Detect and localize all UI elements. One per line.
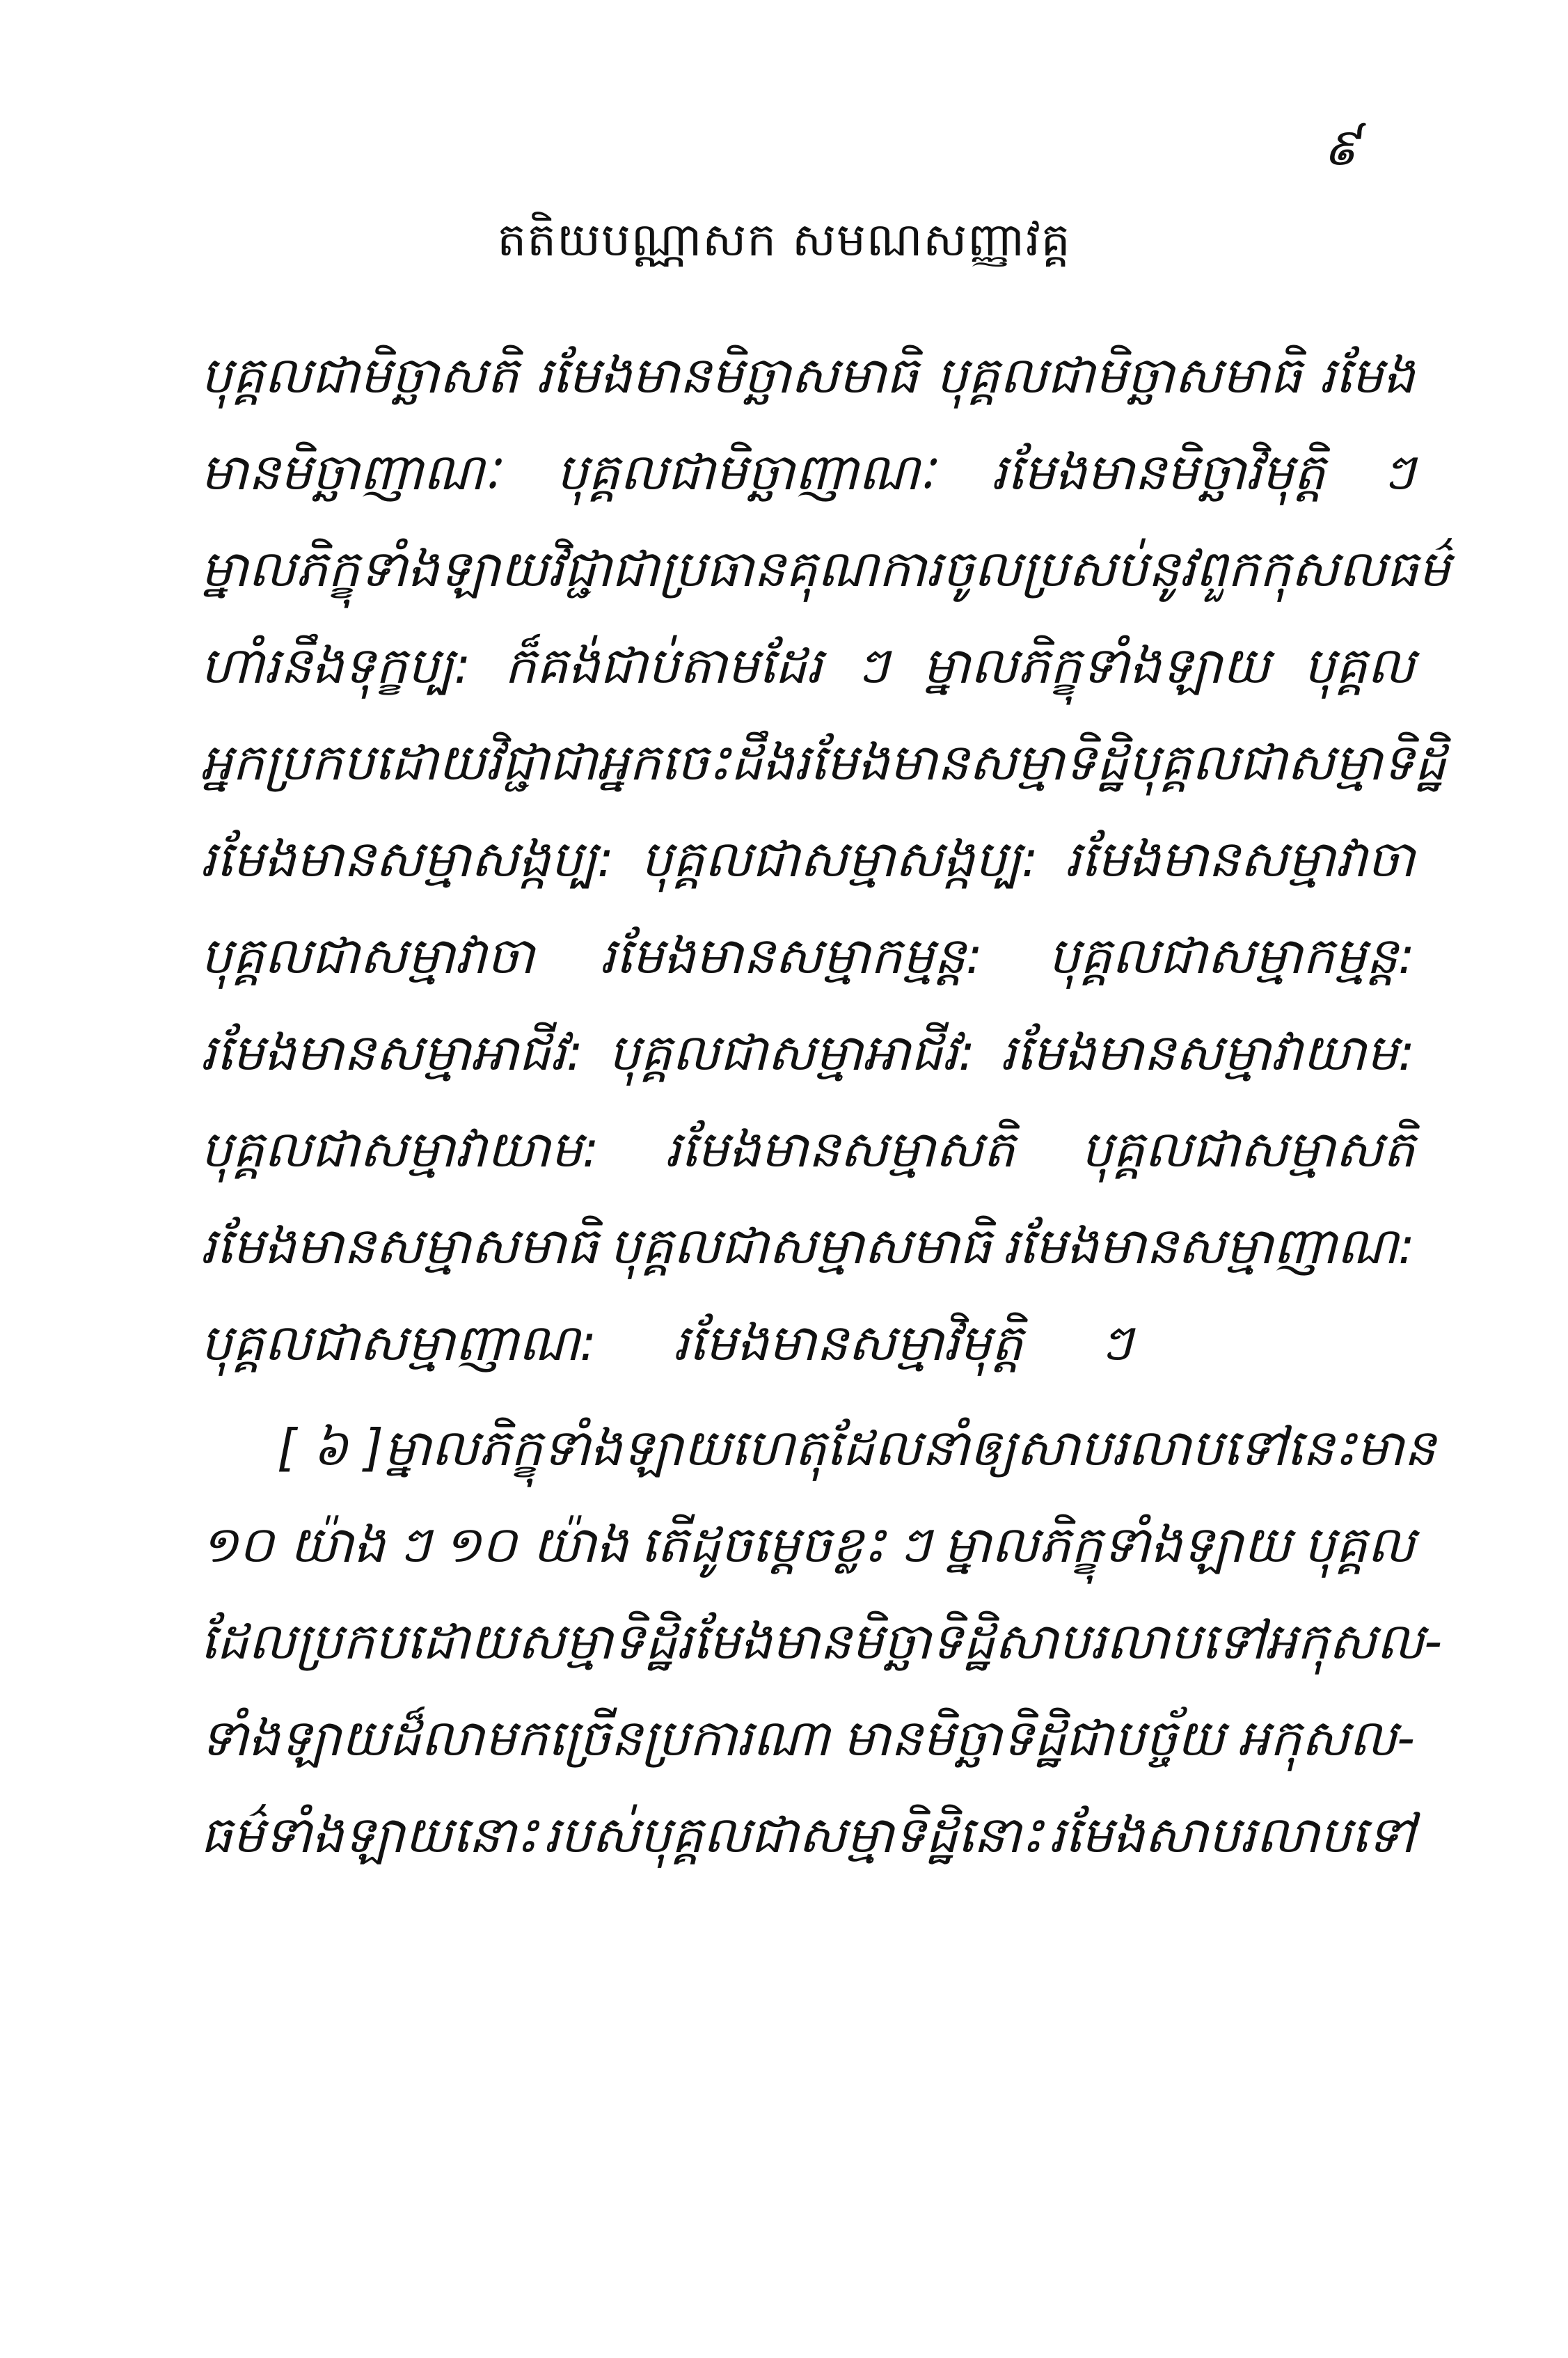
text-line: [200, 1787, 1415, 1883]
text-segment: បុគ្គលជាសម្មាទិដ្ឋិ: [1127, 733, 1446, 791]
text-segment: មានមិច្ឆាទិដ្ឋិជាបច្ច័យ: [843, 1709, 1225, 1767]
text-segment: ៗ: [397, 1515, 431, 1574]
text-segment: ជាប្រធាន: [611, 539, 786, 598]
text-segment: រមែងមានសម្មាសតិ: [665, 1120, 1015, 1178]
text-segment: ៗ: [855, 636, 889, 695]
text-segment: [ ៦ ]: [277, 1418, 383, 1477]
text-line: [200, 1593, 1443, 1690]
text-segment: ៗ: [1099, 1313, 1133, 1372]
text-line: [200, 1496, 1415, 1593]
text-segment: ម្នាលភិក្ខុទាំងឡាយ: [200, 539, 548, 598]
text-segment: រមែងមានសម្មាញាណ:: [1002, 1217, 1415, 1275]
body-text: [200, 327, 1450, 1883]
text-segment: រមែងមានមិច្ឆាវិមុត្តិ: [991, 443, 1326, 501]
text-segment: បុគ្គល: [1304, 1515, 1415, 1574]
text-segment: រមែងមានសម្មាទិដ្ឋិ: [793, 733, 1128, 791]
running-header: តតិយបណ្ណាសក សមណសញ្ញាវគ្គ: [497, 213, 1071, 267]
text-line: [200, 1004, 1415, 1101]
text-segment: រមែងមានសម្មាសមាធិ: [200, 1217, 599, 1275]
text-segment: ម្នាលភិក្ខុទាំងឡាយ: [922, 636, 1270, 695]
text-line: [200, 714, 1446, 811]
text-segment: បុគ្គលជាមិច្ឆាសតិ: [200, 346, 519, 404]
text-line: [200, 424, 1415, 521]
text-segment: ហេតុដែលនាំឲ្យសាបរលាបទៅនេះមាន: [731, 1418, 1436, 1477]
text-segment: រមែងមានមិច្ឆាទិដ្ឋិសាបរលាបទៅ: [676, 1612, 1265, 1670]
text-segment: ១០ យ៉ាង: [200, 1515, 386, 1574]
text-segment: បុគ្គលជាសម្មាសមាធិ: [609, 1217, 992, 1275]
text-segment: អ្នកប្រកបដោយវិជ្ជាជាអ្នកចេះដឹង: [200, 733, 794, 791]
text-segment: រមែង: [1319, 346, 1415, 404]
text-segment: បុគ្គលជាមិច្ឆាសមាធិ: [935, 346, 1302, 404]
text-segment: ១០ យ៉ាង: [443, 1515, 628, 1574]
text-segment: ៗ: [898, 1515, 931, 1574]
text-segment: រមែងមានសម្មាកម្មន្ត:: [600, 926, 983, 985]
text-segment: បុគ្គលជាសម្មាសតិ: [1081, 1120, 1415, 1178]
text-segment: គុណការចូលប្រសប់នូវពួកកុសលធម៌: [785, 539, 1450, 598]
text-line: [200, 327, 1415, 424]
text-segment: រមែងមានមិច្ឆាសមាធិ: [536, 346, 919, 404]
text-segment: ៗ: [1381, 443, 1415, 501]
text-line: [200, 1198, 1415, 1295]
text-segment: រមែងមានសម្មាសង្កប្ប:: [200, 830, 615, 888]
text-line: [200, 1690, 1415, 1787]
text-segment: រមែងមានសម្មាវាយាម:: [1000, 1023, 1415, 1082]
text-segment: ហាំរនឹងទុក្ខប្ប:: [200, 636, 471, 695]
text-segment: រមែងមានសម្មាអាជីវ:: [200, 1023, 583, 1082]
text-segment: បុគ្គលជាសម្មាសង្កប្ប:: [640, 830, 1038, 888]
text-segment: អកុសល-: [1237, 1709, 1415, 1767]
page-number: ៩: [1322, 118, 1359, 177]
text-segment: ម្នាលភិក្ខុទាំងឡាយ: [383, 1418, 731, 1477]
text-segment: របស់បុគ្គលជាសម្មាទិដ្ឋិនោះ: [544, 1805, 1043, 1864]
text-segment: បុគ្គលជាសម្មាកម្មន្ត:: [1047, 926, 1415, 985]
text-line: [200, 908, 1415, 1004]
text-segment: បុគ្គល: [1304, 636, 1415, 695]
text-line: [200, 1400, 1436, 1496]
text-segment: មានមិច្ឆាញាណៈ: [200, 443, 500, 501]
text-segment: បុគ្គលជាសម្មាអាជីវ:: [608, 1023, 976, 1082]
text-segment: ក៏គង់ជាប់តាមដែរ: [504, 636, 823, 695]
text-segment: បុគ្គលជាសម្មាវាយាម:: [200, 1120, 599, 1178]
text-segment: ទាំងឡាយដ៏លាមកច្រើនប្រការណា: [200, 1709, 830, 1767]
text-segment: តើដូចម្តេចខ្លះ: [640, 1515, 886, 1574]
text-segment: រមែងមានសម្មាវិមុត្តិ: [673, 1313, 1023, 1372]
text-line: [200, 617, 1415, 714]
text-segment: ម្នាលភិក្ខុទាំងឡាយ: [943, 1515, 1291, 1574]
text-line: [200, 811, 1415, 908]
text-segment: ដែលប្រកបដោយសម្មាទិដ្ឋិ: [200, 1612, 677, 1670]
text-line: [200, 1101, 1415, 1198]
text-segment: រមែងសាបរលាបទៅ: [1049, 1805, 1415, 1864]
text-segment: អកុសល-: [1265, 1612, 1443, 1670]
text-segment: បុគ្គលជាមិច្ឆាញាណៈ: [556, 443, 935, 501]
text-segment: បុគ្គលជាសម្មាញាណ:: [200, 1313, 597, 1372]
text-line: [200, 1295, 1415, 1391]
text-segment: បុគ្គលជាសម្មាវាចា: [200, 926, 534, 985]
text-segment: ធម៌ទាំងឡាយនោះ: [200, 1805, 539, 1864]
text-segment: រមែងមានសម្មាវាចា: [1065, 830, 1415, 888]
text-line: [200, 521, 1450, 617]
text-segment: វិជ្ជា: [548, 539, 612, 598]
